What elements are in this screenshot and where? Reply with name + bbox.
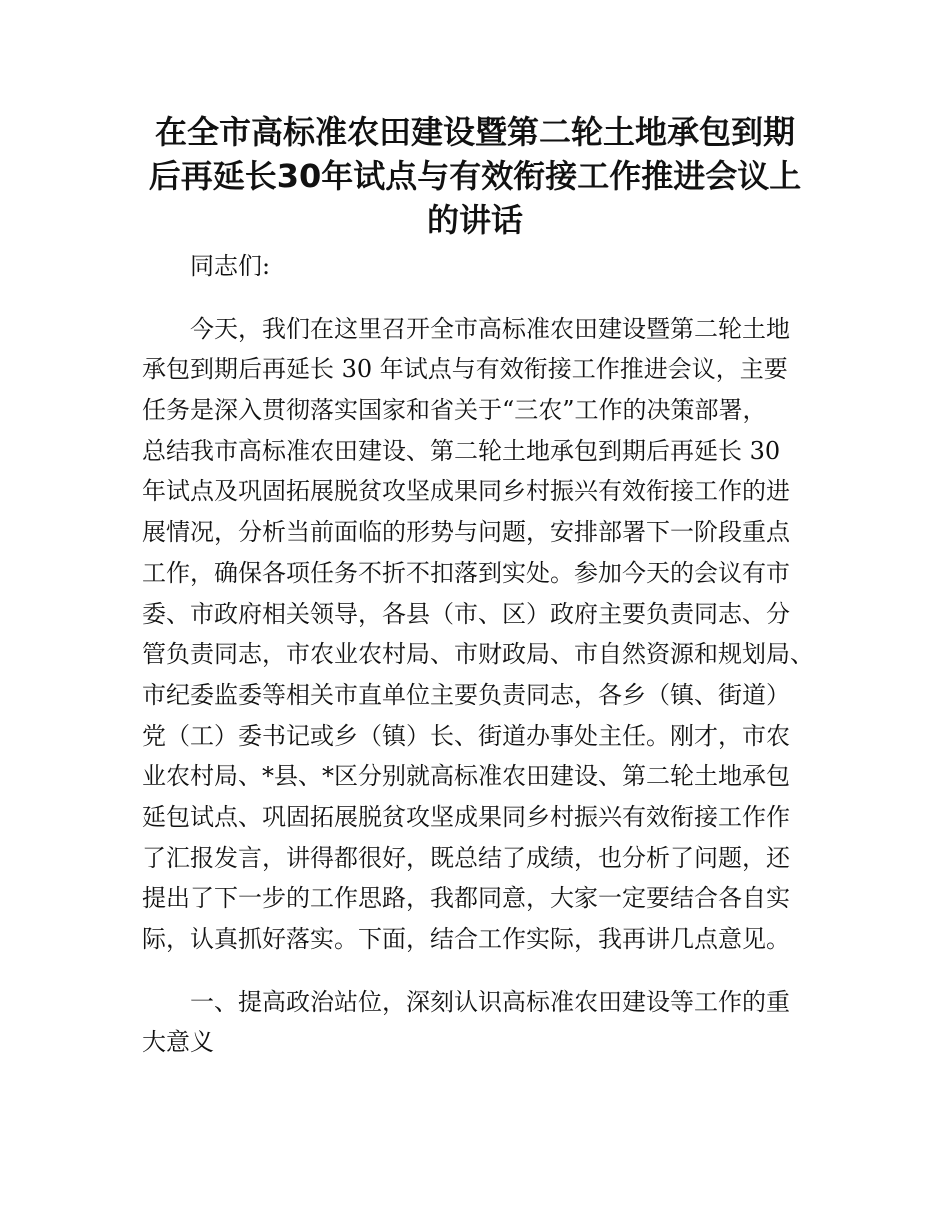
document-title bbox=[140, 110, 810, 242]
paragraph-spacer bbox=[142, 960, 822, 982]
document-body bbox=[142, 246, 822, 1063]
paragraph-line: 任务是深入贯彻落实国家和省关于“三农”工作的决策部署， bbox=[142, 396, 767, 425]
paragraph-line: 管负责同志，市农业农村局、市财政局、市自然资源和规划局、 bbox=[142, 640, 814, 669]
paragraph-line: 延包试点、巩固拓展脱贫攻坚成果同乡村振兴有效衔接工作作 bbox=[142, 802, 790, 831]
paragraph-line: 市纪委监委等相关市直单位主要负责同志，各乡（镇、街道） bbox=[142, 680, 790, 709]
section-heading-1 bbox=[142, 982, 822, 1063]
paragraph-line: 际，认真抓好落实。下面，结合工作实际，我再讲几点意见。 bbox=[142, 925, 790, 953]
greeting: 同志们: bbox=[190, 252, 271, 280]
paragraph-spacer bbox=[142, 287, 822, 309]
paragraph-line: 展情况，分析当前面临的形势与问题，安排部署下一阶段重点 bbox=[142, 518, 790, 547]
paragraph-line: 业农村局、*县、*区分别就高标准农田建设、第二轮土地承包 bbox=[142, 762, 790, 791]
title-line: 后再延长30年试点与有效衔接工作推进会议上 bbox=[148, 157, 802, 195]
paragraph-line: 了汇报发言，讲得都很好，既总结了成绩，也分析了问题，还 bbox=[142, 843, 790, 872]
section-heading-line: 大意义 bbox=[142, 1028, 214, 1057]
paragraph-opening bbox=[142, 309, 822, 960]
paragraph-line: 委、市政府相关领导，各县（市、区）政府主要负责同志、分 bbox=[142, 599, 790, 628]
paragraph-line: 提出了下一步的工作思路，我都同意，大家一定要结合各自实 bbox=[142, 884, 790, 913]
title-line: 在全市高标准农田建设暨第二轮土地承包到期 bbox=[154, 113, 795, 151]
paragraph-line: 年试点及巩固拓展脱贫攻坚成果同乡村振兴有效衔接工作的进 bbox=[142, 477, 790, 506]
title-line: 的讲话 bbox=[426, 201, 523, 239]
paragraph-line: 承包到期后再延长 30 年试点与有效衔接工作推进会议，主要 bbox=[142, 355, 788, 384]
paragraph-line: 工作，确保各项任务不折不扣落到实处。参加今天的会议有市 bbox=[142, 558, 790, 587]
section-heading-line: 一、提高政治站位，深刻认识高标准农田建设等工作的重 bbox=[190, 987, 790, 1016]
paragraph-line: 今天，我们在这里召开全市高标准农田建设暨第二轮土地 bbox=[190, 314, 790, 343]
paragraph-line: 党（工）委书记或乡（镇）长、街道办事处主任。刚才，市农 bbox=[142, 721, 790, 750]
paragraph-line: 总结我市高标准农田建设、第二轮土地承包到期后再延长 30 bbox=[142, 436, 781, 465]
